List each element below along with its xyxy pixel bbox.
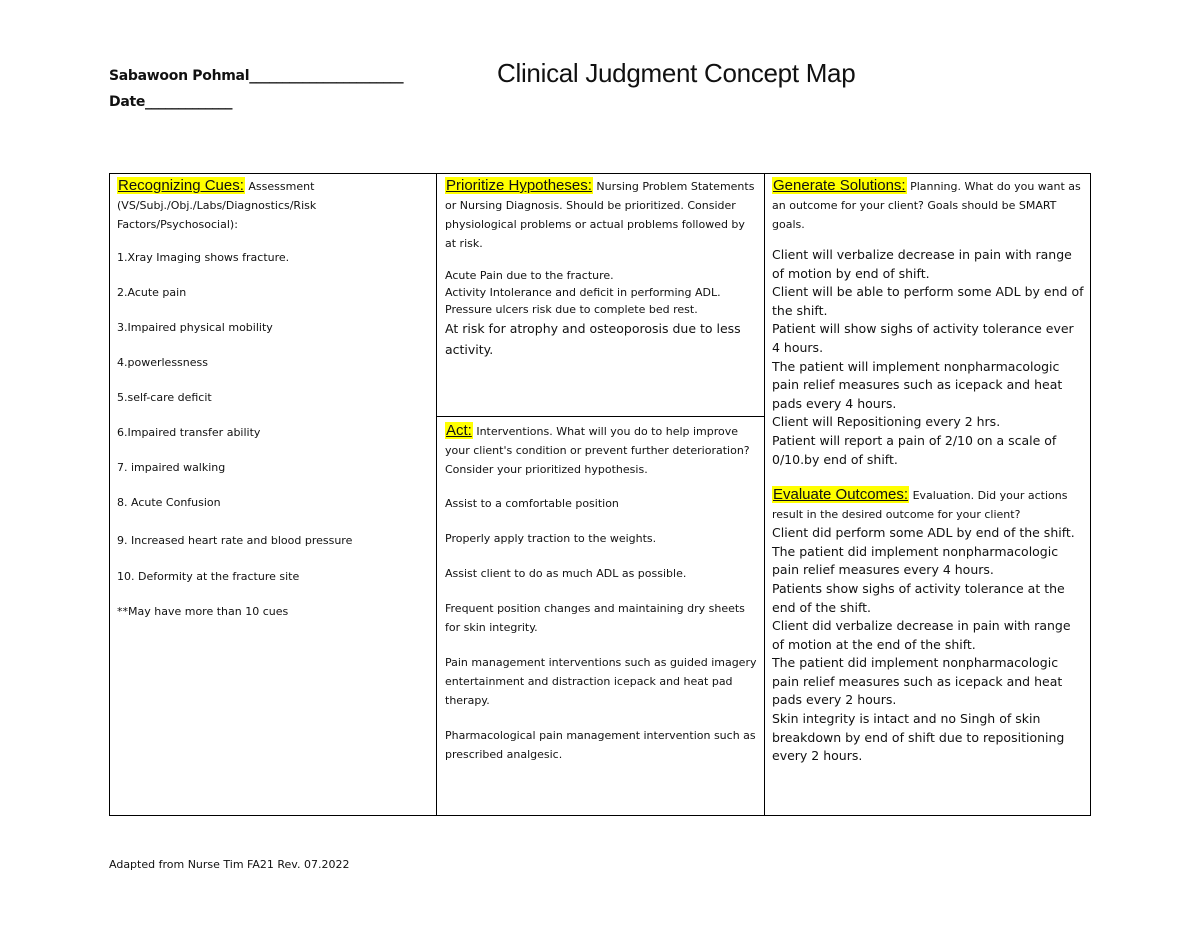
hypothesis-item: At risk for atrophy and osteoporosis due to less activity. <box>445 321 741 357</box>
cue-item: 3.Impaired physical mobility <box>117 321 273 334</box>
cue-item: 6.Impaired transfer ability <box>117 426 261 439</box>
outcome-item: Client did verbalize decrease in pain with range of motion at the end of the shift. <box>772 618 1071 652</box>
prioritize-hypotheses-heading: Prioritize Hypotheses: <box>446 177 592 194</box>
act-heading: Act: <box>446 422 472 439</box>
intervention-item: Frequent position changes and maintaining dry sheets for skin integrity. <box>445 602 745 634</box>
cue-item: 4.powerlessness <box>117 356 208 369</box>
cue-item: 5.self-care deficit <box>117 391 212 404</box>
table-border-bottom <box>109 815 1091 816</box>
evaluate-outcomes-intro: Evaluation. Did your actions result in the desired outcome for your client? <box>772 489 1068 522</box>
solution-item: Patient will report a pain of 2/10 on a scale of 0/10.by end of shift. <box>772 432 1057 467</box>
cue-item: 2.Acute pain <box>117 286 187 299</box>
recognizing-cues-intro: Assessment (VS/Subj./Obj./Labs/Diagnostics/Risk Factors/Psychosocial): <box>117 180 317 231</box>
document-title: Clinical Judgment Concept Map <box>497 58 856 88</box>
outcome-item: The patient did implement nonpharmacologic pain relief measures every 4 hours. <box>772 543 1059 578</box>
cue-item: 9. Increased heart rate and blood pressure <box>117 534 353 547</box>
student-name-line: Sabawoon Pohmal_______________________ <box>109 68 404 84</box>
solution-item: Client will verbalize decrease in pain with range of motion by end of shift. <box>772 247 1072 281</box>
table-border-top <box>109 173 1091 174</box>
intervention-item: Assist to a comfortable position <box>445 497 619 510</box>
column-divider-2 <box>764 173 765 816</box>
prioritize-hypotheses-cell <box>445 176 758 360</box>
recognizing-cues-heading: Recognizing Cues: <box>118 177 244 194</box>
row-divider-middle <box>436 416 765 417</box>
outcome-item: Patients show sighs of activity tolerance at the end of the shift. <box>772 580 1065 615</box>
cue-note: **May have more than 10 cues <box>117 605 289 618</box>
generate-solutions-heading: Generate Solutions: <box>773 177 906 194</box>
table-border-left <box>109 173 110 816</box>
concept-map-table <box>109 173 1091 816</box>
outcome-item: Skin integrity is intact and no Singh of skin breakdown by end of shift due to repositioning every 2 hours. <box>772 711 1065 764</box>
solution-item: Client will be able to perform some ADL by end of the shift. <box>772 284 1084 318</box>
outcome-item: The patient did implement nonpharmacologic pain relief measures such as icepack and heat pads every 2 hours. <box>772 655 1063 708</box>
generate-solutions-cell <box>772 176 1085 766</box>
evaluate-outcomes-heading: Evaluate Outcomes: <box>773 486 909 504</box>
generate-solutions-intro: Planning. What do you want as an outcome for your client? Goals should be SMART goals. <box>772 180 1081 231</box>
cue-item: 10. Deformity at the fracture site <box>117 570 300 583</box>
hypothesis-item: Pressure ulcers risk due to complete bed rest. <box>445 303 698 316</box>
cue-item: 1.Xray Imaging shows fracture. <box>117 251 290 264</box>
intervention-item: Pharmacological pain management intervention such as prescribed analgesic. <box>445 729 756 761</box>
act-cell <box>445 421 758 764</box>
footer-note: Adapted from Nurse Tim FA21 Rev. 07.2022 <box>109 858 350 871</box>
column-divider-1 <box>436 173 437 816</box>
cue-item: 7. impaired walking <box>117 461 226 474</box>
date-line: Date_____________ <box>109 94 233 110</box>
intervention-item: Pain management interventions such as guided imagery entertainment and distraction icepack and heat pad therapy. <box>445 656 757 707</box>
outcome-item: Client did perform some ADL by end of the shift. <box>772 525 1075 541</box>
hypothesis-item: Activity Intolerance and deficit in performing ADL. <box>445 286 721 299</box>
hypothesis-item: Acute Pain due to the fracture. <box>445 269 614 282</box>
solution-item: Patient will show sighs of activity tolerance ever 4 hours. <box>772 321 1074 355</box>
solution-item: Client will Repositioning every 2 hrs. <box>772 414 1001 430</box>
recognizing-cues-cell <box>117 176 429 621</box>
cue-item: 8. Acute Confusion <box>117 496 221 509</box>
intervention-item: Assist client to do as much ADL as possible. <box>445 567 687 580</box>
solution-item: The patient will implement nonpharmacologic pain relief measures such as icepack and heat pads every 4 hours. <box>772 358 1063 411</box>
act-intro: Interventions. What will you do to help improve your client's condition or prevent further deterioration? Consider your prioritized hypothesis. <box>445 425 750 476</box>
table-border-right <box>1090 173 1091 816</box>
prioritize-hypotheses-intro: Nursing Problem Statements or Nursing Diagnosis. Should be prioritized. Consider physiological problems or actual problems followed by at risk. <box>445 180 755 250</box>
intervention-item: Properly apply traction to the weights. <box>445 532 657 545</box>
